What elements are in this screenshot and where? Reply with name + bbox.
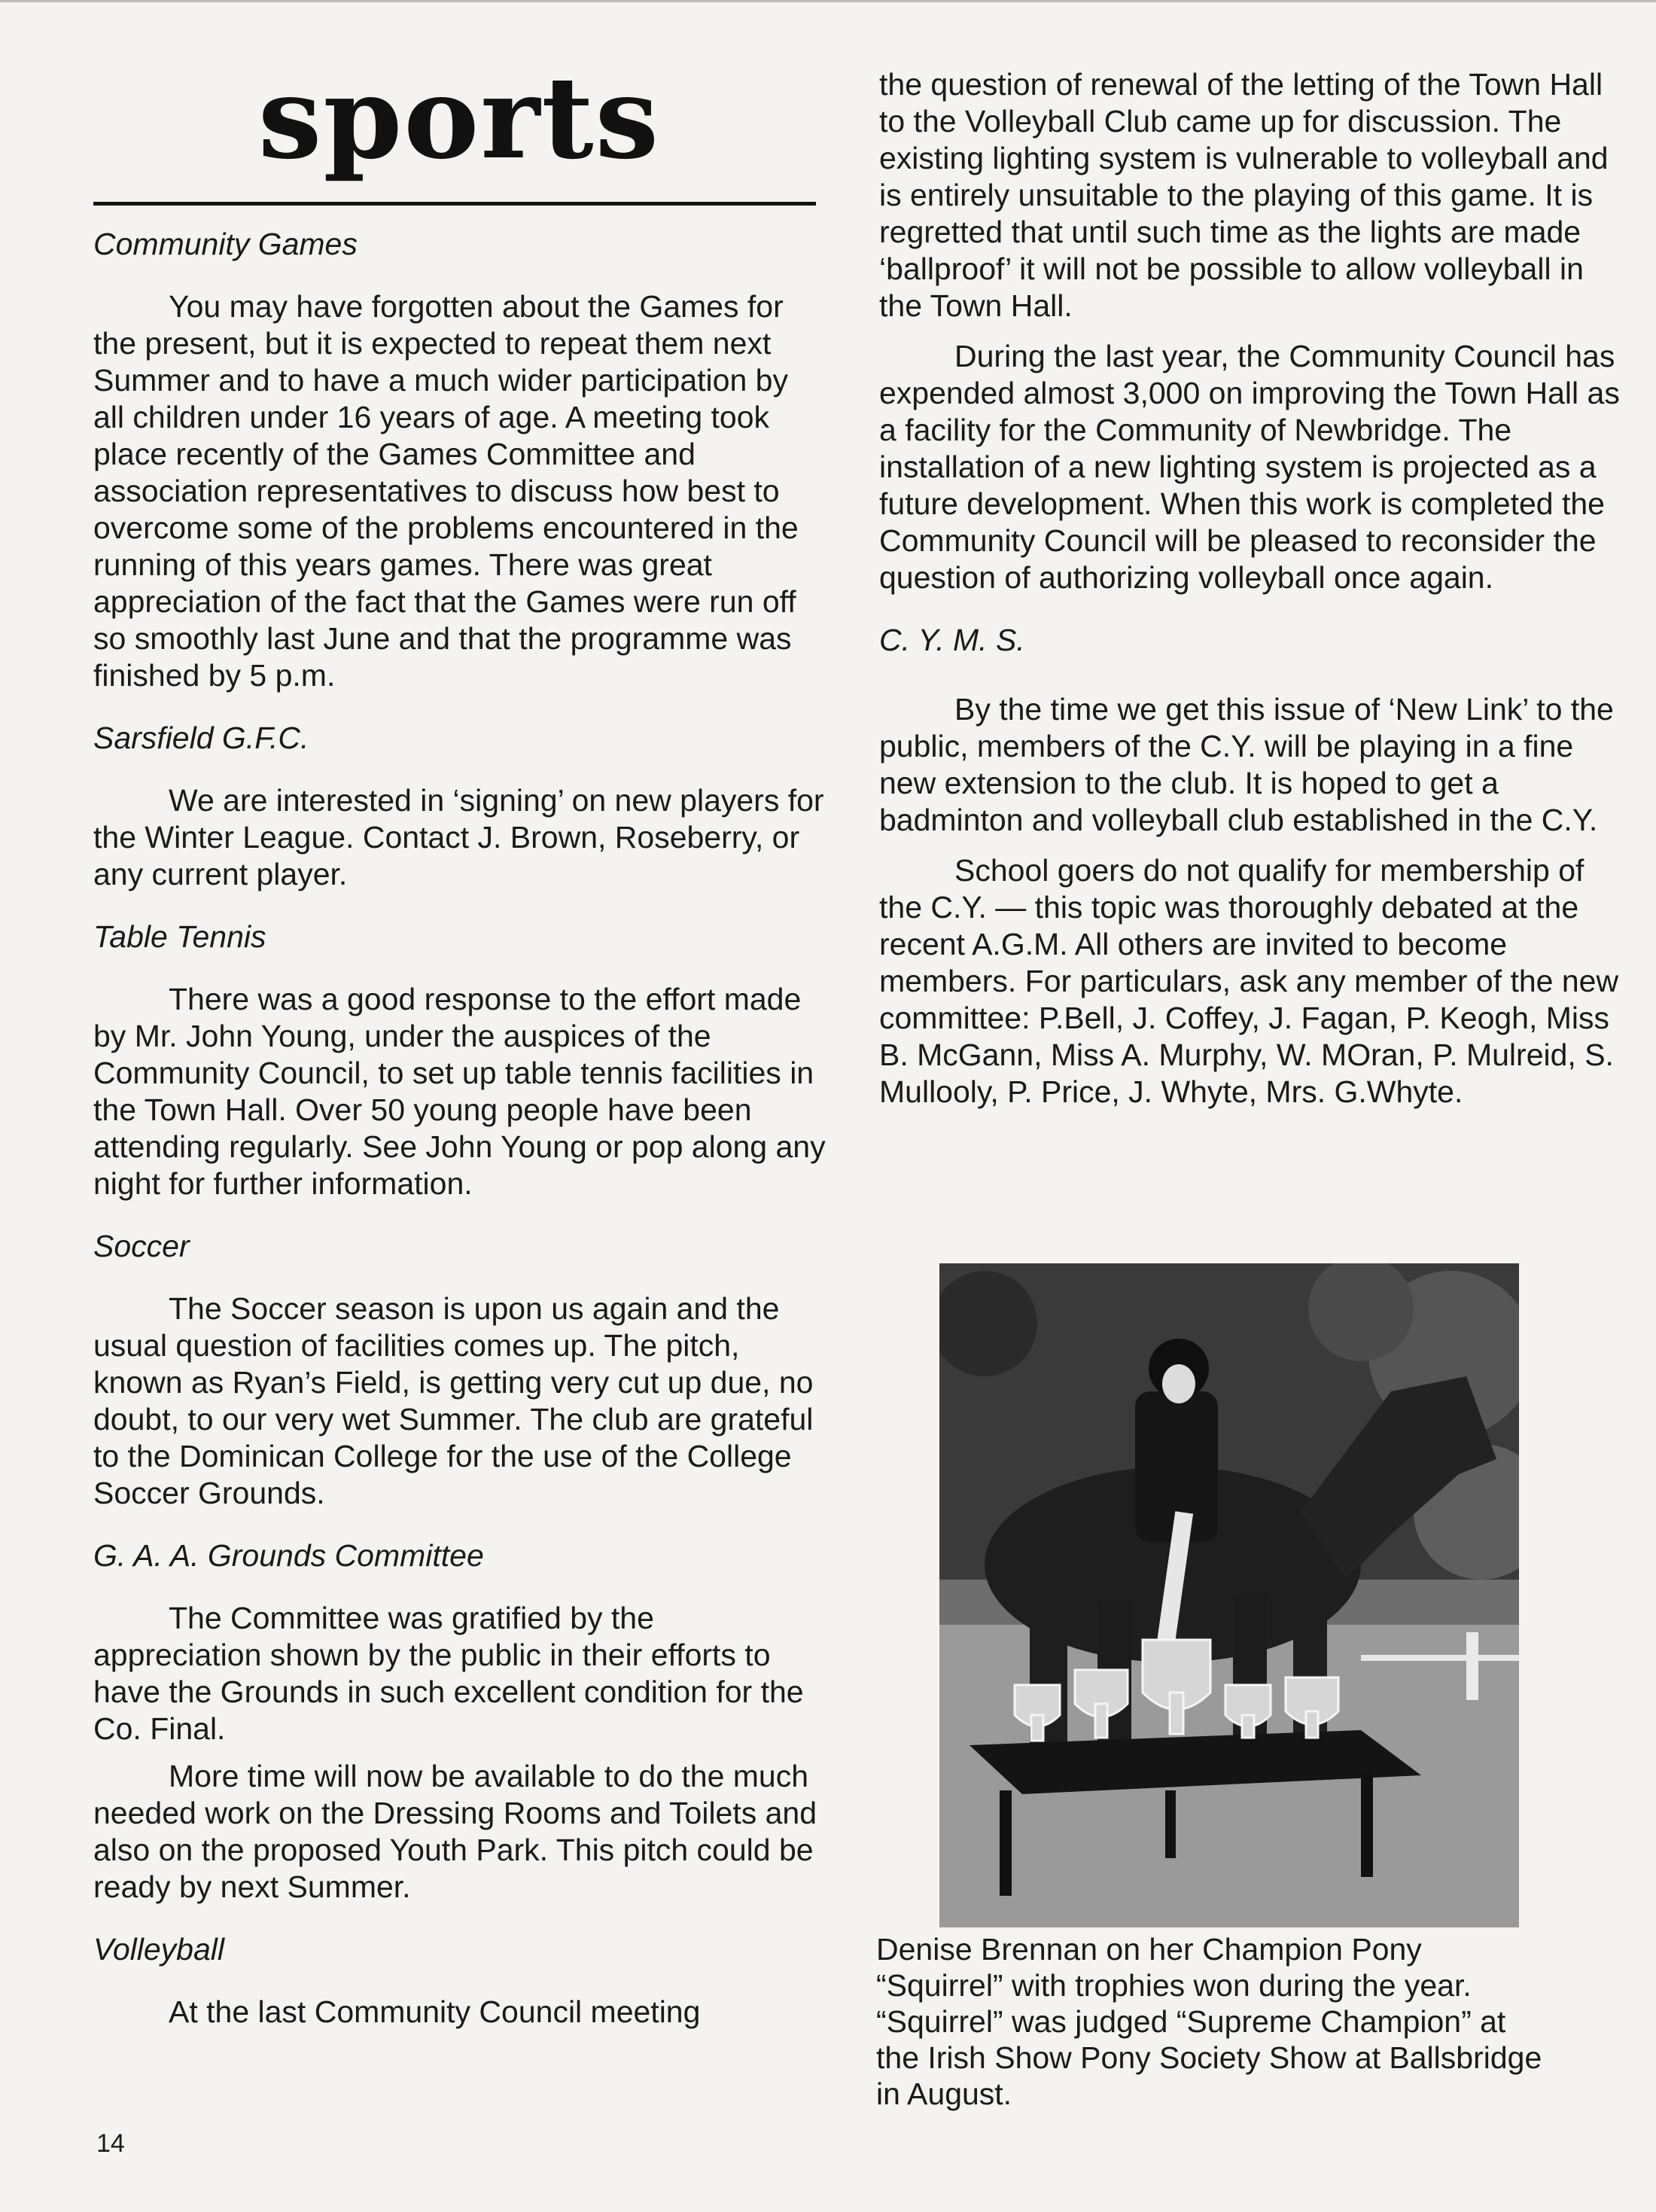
soccer-text: The Soccer season is upon us again and the usual question of facilities comes up. The pitch, known as Ryan’s Field, is getting very cut up due, no doubt, to our very wet Summer. The club are grateful to the Dominican College for the use of the College Soccer Grounds. (93, 1291, 814, 1510)
photo-caption: Denise Brennan on her Champion Pony “Squirrel” with trophies won during the year. “Squirrel” was judged “Supreme Champion” at the Irish Show Pony Society Show at Ballsbridge in August. (876, 1932, 1542, 2111)
right-column (879, 66, 1632, 684)
volleyball-text: At the last Community Council meeting (169, 1994, 701, 2029)
table-tennis-text: There was a good response to the effort made by Mr. John Young, under the auspices of the Community Council, to set up table tennis facilities in the Town Hall. Over 50 young people have been attending regularly. See John Young or pop along any night for further information. (93, 982, 826, 1201)
pony-trophies-photo (939, 1263, 1519, 1927)
heading-soccer: Soccer (93, 1229, 190, 1263)
left-column (93, 226, 827, 2031)
heading-sarsfield: Sarsfield G.F.C. (93, 721, 309, 755)
section-masthead: sports (257, 52, 661, 184)
heading-volleyball: Volleyball (93, 1932, 224, 1967)
volleyball-continued-text: the question of renewal of the letting of the Town Hall to the Volleyball Club came up for discussion. The existing lighting system is vulnerable to volleyball and is entirely unsuitable to the playing of this game. It is regretted that until such time as the lights are made ‘ballproof’ it will not be possible to allow volleyball in the Town Hall. (879, 67, 1609, 323)
gaa-text-2: More time will now be available to do the much needed work on the Dressing Rooms and Toilets and also on the proposed Youth Park. This pitch could be ready by next Summer. (93, 1759, 817, 1904)
cyms-text-2: School goers do not qualify for membership of the C.Y. — this topic was thoroughly debated at the recent A.G.M. All others are invited to become members. For particulars, ask any member of the new committee: P.Bell, J. Coffey, J. Fagan, P. Keogh, Miss B. McGann, Miss A. Murphy, W. MOran, P. Mulreid, S. Mullooly, P. Price, J. Whyte, Mrs. G.Whyte. (879, 853, 1619, 1109)
masthead-rule (93, 202, 816, 206)
right-column-cyms (879, 691, 1632, 1111)
council-text: During the last year, the Community Council has expended almost 3,000 on improving the Town Hall as a facility for the Community of Newbridge. The installation of a new lighting system is projected as a future development. When this work is completed the Community Council will be pleased to reconsider the question of authorizing volleyball once again. (879, 339, 1620, 595)
heading-community-games: Community Games (93, 227, 358, 261)
gaa-text-1: The Committee was gratified by the appreciation shown by the public in their efforts to have the Grounds in such excellent condition for the Co. Final. (93, 1601, 804, 1746)
heading-cyms: C. Y. M. S. (879, 623, 1025, 657)
page-number: 14 (96, 2129, 125, 2158)
heading-table-tennis: Table Tennis (93, 919, 266, 954)
heading-gaa: G. A. A. Grounds Committee (93, 1538, 484, 1573)
sarsfield-text: We are interested in ‘signing’ on new players for the Winter League. Contact J. Brown, Roseberry, or any current player. (93, 783, 824, 891)
community-games-text: You may have forgotten about the Games for the present, but it is expected to repeat them next Summer and to have a much wider participation by all children under 16 years of age. A meeting took place recently of the Games Committee and association representatives to discuss how best to overcome some of the problems encountered in the running of this years games. There was great appreciation of the fact that the Games were run off so smoothly last June and that the programme was finished by 5 p.m. (93, 289, 799, 693)
cyms-text-1: By the time we get this issue of ‘New Link’ to the public, members of the C.Y. will be playing in a fine new extension to the club. It is hoped to get a badminton and volleyball club established in the C.Y. (879, 692, 1614, 837)
top-edge-line (0, 0, 1656, 2)
